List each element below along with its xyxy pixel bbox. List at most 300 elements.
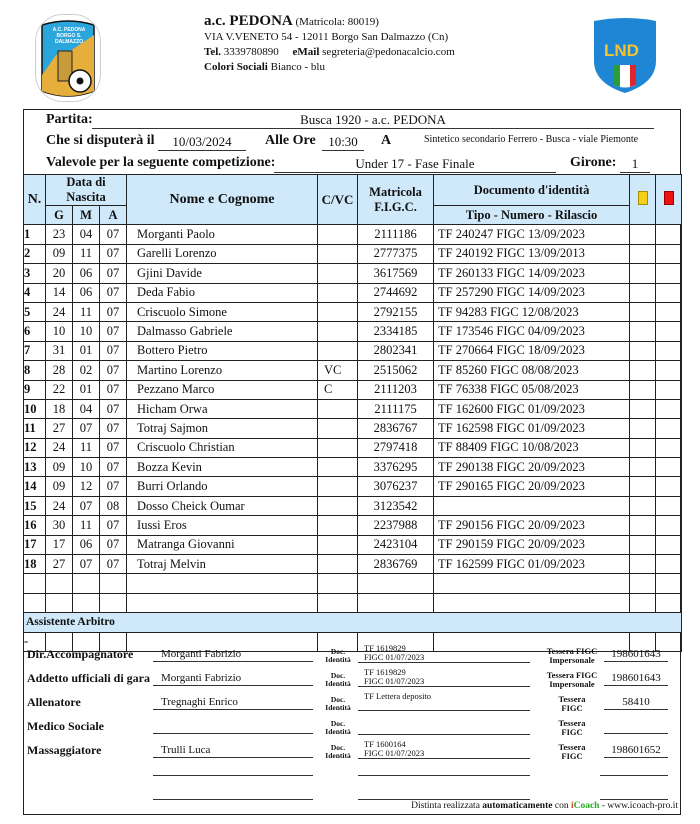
red-card-cell (656, 380, 682, 399)
staff-name: Trulli Luca (153, 743, 313, 758)
tessera-label-1: Tessera FIGC (546, 646, 598, 656)
doc-label-2: Identità (325, 703, 351, 712)
staff-role: Allenatore (27, 695, 81, 709)
staff-doc-line-2: FIGC 01/07/2023 (364, 676, 425, 686)
player-row (24, 264, 682, 283)
player-row (24, 244, 682, 263)
player-row (24, 516, 682, 535)
staff-name: Tregnaghi Enrico (153, 695, 313, 710)
doc-label (322, 696, 354, 712)
player-row (24, 302, 682, 321)
tessera-value (604, 719, 668, 734)
blank-line (600, 774, 668, 776)
birth-day: 18 (46, 399, 73, 418)
tessera-label-2: Impersonale (549, 655, 595, 665)
red-card-cell (656, 516, 682, 535)
footer-con: con (554, 801, 569, 811)
player-number: 12 (24, 438, 46, 457)
staff-doc-line-1: TF Lettera deposito (364, 691, 432, 701)
col-m: M (73, 206, 100, 225)
player-number: 13 (24, 458, 46, 477)
player-name: Criscuolo Simone (127, 302, 318, 321)
player-document: TF 260133 FIGC 14/09/2023 (434, 264, 630, 283)
birth-year: 07 (100, 438, 127, 457)
captain-mark (318, 283, 358, 302)
yellow-card-cell (630, 477, 656, 496)
tessera-label-2: FIGC (561, 751, 583, 761)
birth-year: 07 (100, 477, 127, 496)
staff-doc-line-1: TF 1619829 (364, 643, 406, 653)
club-name: a.c. PEDONA (204, 13, 293, 29)
player-document: TF 257290 FIGC 14/09/2023 (434, 283, 630, 302)
girone-value: 1 (620, 156, 650, 173)
birth-year: 07 (100, 225, 127, 244)
red-card-cell (656, 341, 682, 360)
staff-name (153, 719, 313, 734)
red-card-cell (656, 302, 682, 321)
doc-label-1: Doc. (330, 743, 346, 752)
player-name: Totraj Melvin (127, 555, 318, 574)
staff-document (358, 668, 530, 687)
player-matricola: 2111203 (358, 380, 434, 399)
competition-value: Under 17 - Fase Finale (274, 156, 556, 173)
club-logo (35, 14, 101, 102)
player-name: Martino Lorenzo (127, 361, 318, 380)
yellow-card-cell (630, 283, 656, 302)
player-name: Totraj Sajmon (127, 419, 318, 438)
birth-month: 02 (73, 361, 100, 380)
player-row (24, 438, 682, 457)
birth-year: 07 (100, 535, 127, 554)
player-row (24, 496, 682, 515)
venue-value: Sintetico secondario Ferrero - Busca - viale Piemonte (424, 134, 639, 145)
birth-day: 17 (46, 535, 73, 554)
staff-name: Morganti Fabrizio (153, 671, 313, 686)
player-number: 9 (24, 380, 46, 399)
brand-coach: Coach (573, 801, 600, 811)
doc-label-2: Identità (325, 727, 351, 736)
birth-month: 06 (73, 264, 100, 283)
player-matricola: 2792155 (358, 302, 434, 321)
tessera-value: 198601652 (604, 743, 668, 758)
tessera-label-1: Tessera FIGC (546, 670, 598, 680)
captain-mark (318, 264, 358, 283)
captain-mark (318, 496, 358, 515)
col-a: A (100, 206, 127, 225)
birth-month: 12 (73, 477, 100, 496)
yellow-card-cell (630, 380, 656, 399)
player-name: Dosso Cheick Oumar (127, 496, 318, 515)
birth-year: 07 (100, 341, 127, 360)
player-name: Criscuolo Christian (127, 438, 318, 457)
player-number: 11 (24, 419, 46, 438)
player-rows (24, 225, 682, 574)
birth-day: 14 (46, 283, 73, 302)
birth-month: 11 (73, 516, 100, 535)
player-name: Gjini Davide (127, 264, 318, 283)
col-birth: Data di Nascita (46, 175, 127, 206)
player-document: TF 85260 FIGC 08/08/2023 (434, 361, 630, 380)
red-card-cell (656, 322, 682, 341)
players-table (23, 174, 682, 652)
birth-month: 11 (73, 438, 100, 457)
player-matricola: 2111175 (358, 399, 434, 418)
birth-day: 24 (46, 302, 73, 321)
birth-day: 09 (46, 458, 73, 477)
yellow-card-cell (630, 399, 656, 418)
tessera-label (540, 647, 604, 665)
yellow-card-cell (630, 322, 656, 341)
player-name: Deda Fabio (127, 283, 318, 302)
doc-label-2: Identità (325, 655, 351, 664)
doc-label-2: Identità (325, 679, 351, 688)
player-matricola: 2777375 (358, 244, 434, 263)
birth-month: 10 (73, 458, 100, 477)
birth-month: 06 (73, 535, 100, 554)
birth-day: 24 (46, 496, 73, 515)
player-document: TF 94283 FIGC 12/08/2023 (434, 302, 630, 321)
empty-row (24, 593, 682, 612)
club-info (204, 14, 455, 75)
doc-label-1: Doc. (330, 695, 346, 704)
captain-mark (318, 535, 358, 554)
lnd-logo (590, 15, 660, 95)
birth-day: 09 (46, 244, 73, 263)
birth-day: 30 (46, 516, 73, 535)
player-name: Burri Orlando (127, 477, 318, 496)
player-matricola: 3376295 (358, 458, 434, 477)
red-card-cell (656, 244, 682, 263)
player-row (24, 283, 682, 302)
player-row (24, 225, 682, 244)
player-number: 7 (24, 341, 46, 360)
player-row (24, 399, 682, 418)
tessera-label-2: Impersonale (549, 679, 595, 689)
doc-label-2: Identità (325, 751, 351, 760)
player-name: Dalmasso Gabriele (127, 322, 318, 341)
player-number: 10 (24, 399, 46, 418)
red-card-cell (656, 555, 682, 574)
player-document: TF 173546 FIGC 04/09/2023 (434, 322, 630, 341)
yellow-card-cell (630, 264, 656, 283)
competition-label: Valevole per la seguente competizione: (46, 155, 276, 170)
player-document: TF 162599 FIGC 01/09/2023 (434, 555, 630, 574)
player-number: 5 (24, 302, 46, 321)
staff-role: Massaggiatore (27, 743, 102, 757)
birth-year: 07 (100, 458, 127, 477)
club-logo-text: A.C. PEDONA BORGO S. DALMAZZO (52, 27, 86, 45)
player-document: TF 240247 FIGC 13/09/2023 (434, 225, 630, 244)
player-document: TF 290138 FIGC 20/09/2023 (434, 458, 630, 477)
blank-line (358, 798, 530, 800)
player-name: Pezzano Marco (127, 380, 318, 399)
red-card-cell (656, 458, 682, 477)
player-name: Bozza Kevin (127, 458, 318, 477)
player-number: 17 (24, 535, 46, 554)
player-row (24, 361, 682, 380)
doc-label-1: Doc. (330, 647, 346, 656)
player-name: Matranga Giovanni (127, 535, 318, 554)
player-matricola: 2423104 (358, 535, 434, 554)
captain-mark: VC (318, 361, 358, 380)
player-number: 15 (24, 496, 46, 515)
player-document: TF 270664 FIGC 18/09/2023 (434, 341, 630, 360)
yellow-card-cell (630, 302, 656, 321)
birth-year: 07 (100, 283, 127, 302)
player-number: 18 (24, 555, 46, 574)
player-row (24, 341, 682, 360)
player-number: 1 (24, 225, 46, 244)
player-matricola: 2797418 (358, 438, 434, 457)
footer-credit (411, 801, 678, 811)
blank-line (358, 774, 530, 776)
player-document: TF 290156 FIGC 20/09/2023 (434, 516, 630, 535)
birth-day: 27 (46, 555, 73, 574)
player-number: 16 (24, 516, 46, 535)
red-card-cell (656, 361, 682, 380)
captain-mark (318, 225, 358, 244)
tessera-label-1: Tessera (558, 742, 586, 752)
birth-year: 07 (100, 399, 127, 418)
player-matricola: 3076237 (358, 477, 434, 496)
red-card-cell (656, 399, 682, 418)
blank-line (600, 798, 668, 800)
yellow-card-cell (630, 496, 656, 515)
captain-mark (318, 302, 358, 321)
captain-mark (318, 438, 358, 457)
club-tel: 3339780890 (223, 46, 279, 58)
yellow-card-cell (630, 361, 656, 380)
col-matricola-label: Matricola (369, 184, 422, 199)
club-matricola: (Matricola: 80019) (295, 16, 379, 28)
col-num: N. (24, 175, 46, 225)
red-card-cell (656, 535, 682, 554)
birth-day: 10 (46, 322, 73, 341)
tessera-label (540, 743, 604, 761)
birth-day: 09 (46, 477, 73, 496)
assistant-row-mark: - (24, 632, 46, 651)
col-cvc: C/VC (318, 175, 358, 225)
birth-month: 01 (73, 341, 100, 360)
col-red-card (656, 175, 682, 225)
lnd-logo-text: LND (604, 41, 639, 60)
footer-url[interactable]: - www.icoach-pro.it (601, 801, 678, 811)
tessera-label-2: FIGC (561, 703, 583, 713)
tessera-label (540, 671, 604, 689)
red-card-cell (656, 225, 682, 244)
birth-year: 07 (100, 244, 127, 263)
red-card-cell (656, 438, 682, 457)
birth-day: 20 (46, 264, 73, 283)
birth-year: 07 (100, 322, 127, 341)
email-label: eMail (292, 46, 320, 58)
staff-doc-line-1: TF 1619829 (364, 667, 406, 677)
doc-label (322, 648, 354, 664)
captain-mark (318, 516, 358, 535)
player-row (24, 458, 682, 477)
player-document: TF 88409 FIGC 10/08/2023 (434, 438, 630, 457)
birth-month: 10 (73, 322, 100, 341)
player-document: TF 162600 FIGC 01/09/2023 (434, 399, 630, 418)
col-g: G (46, 206, 73, 225)
colors-label: Colori Sociali (204, 61, 268, 73)
birth-month: 04 (73, 225, 100, 244)
tessera-value: 198601643 (604, 647, 668, 662)
player-matricola: 2111186 (358, 225, 434, 244)
partita-value: Busca 1920 - a.c. PEDONA (92, 112, 654, 129)
col-yellow-card (630, 175, 656, 225)
staff-doc-line-1: TF 1600164 (364, 739, 406, 749)
birth-month: 01 (73, 380, 100, 399)
yellow-card-cell (630, 458, 656, 477)
brand-i: i (570, 801, 574, 811)
player-document: TF 290165 FIGC 20/09/2023 (434, 477, 630, 496)
col-matricola (358, 175, 434, 225)
club-address: VIA V.VENETO 54 - 12011 Borgo San Dalmazzo (Cn) (204, 31, 449, 43)
birth-year: 07 (100, 302, 127, 321)
birth-day: 27 (46, 419, 73, 438)
captain-mark (318, 477, 358, 496)
birth-day: 28 (46, 361, 73, 380)
staff-document (358, 740, 530, 759)
birth-month: 04 (73, 399, 100, 418)
yellow-card-cell (630, 438, 656, 457)
yellow-card-cell (630, 555, 656, 574)
club-email: segreteria@pedonacalcio.com (322, 46, 455, 58)
birth-month: 07 (73, 496, 100, 515)
player-number: 6 (24, 322, 46, 341)
player-row (24, 555, 682, 574)
player-row (24, 419, 682, 438)
birth-month: 07 (73, 419, 100, 438)
player-number: 3 (24, 264, 46, 283)
blank-line (153, 798, 313, 800)
col-doc-sub: Tipo - Numero - Rilascio (434, 206, 630, 225)
empty-row (24, 574, 682, 593)
staff-doc-line-2: FIGC 01/07/2023 (364, 652, 425, 662)
birth-day: 24 (46, 438, 73, 457)
player-matricola: 2836769 (358, 555, 434, 574)
tel-label: Tel. (204, 46, 222, 58)
captain-mark (318, 419, 358, 438)
player-document: TF 290159 FIGC 20/09/2023 (434, 535, 630, 554)
at-label: A (381, 133, 392, 148)
birth-year: 07 (100, 361, 127, 380)
girone-label: Girone: (570, 155, 617, 170)
birth-day: 23 (46, 225, 73, 244)
tessera-label-1: Tessera (558, 694, 586, 704)
player-document (434, 496, 630, 515)
yellow-card-cell (630, 225, 656, 244)
player-matricola: 2836767 (358, 419, 434, 438)
player-number: 8 (24, 361, 46, 380)
doc-label (322, 744, 354, 760)
tessera-label (540, 719, 604, 737)
player-row (24, 477, 682, 496)
red-card-cell (656, 419, 682, 438)
doc-label (322, 672, 354, 688)
staff-document (358, 692, 530, 711)
tessera-value: 58410 (604, 695, 668, 710)
birth-month: 11 (73, 302, 100, 321)
player-document: TF 162598 FIGC 01/09/2023 (434, 419, 630, 438)
birth-month: 07 (73, 555, 100, 574)
captain-mark (318, 244, 358, 263)
table-header-row (24, 175, 682, 206)
red-card-cell (656, 477, 682, 496)
club-colors: Bianco - blu (270, 61, 325, 73)
captain-mark (318, 555, 358, 574)
player-matricola: 2334185 (358, 322, 434, 341)
birth-year: 07 (100, 380, 127, 399)
tessera-label-2: FIGC (561, 727, 583, 737)
player-matricola: 2802341 (358, 341, 434, 360)
tessera-value: 198601643 (604, 671, 668, 686)
birth-year: 07 (100, 419, 127, 438)
player-document: TF 240192 FIGC 13/09/2013 (434, 244, 630, 263)
player-matricola: 2237988 (358, 516, 434, 535)
captain-mark (318, 458, 358, 477)
captain-mark: C (318, 380, 358, 399)
birth-day: 31 (46, 341, 73, 360)
player-matricola: 3617569 (358, 264, 434, 283)
yellow-card-cell (630, 516, 656, 535)
birth-month: 11 (73, 244, 100, 263)
player-name: Hicham Orwa (127, 399, 318, 418)
assistant-section-row (24, 613, 682, 632)
player-document: TF 76338 FIGC 05/08/2023 (434, 380, 630, 399)
player-number: 14 (24, 477, 46, 496)
assistant-section-label: Assistente Arbitro (24, 613, 682, 632)
player-number: 2 (24, 244, 46, 263)
col-figc-label: F.I.G.C. (374, 199, 417, 214)
yellow-card-cell (630, 535, 656, 554)
player-matricola: 2744692 (358, 283, 434, 302)
col-name: Nome e Cognome (127, 175, 318, 225)
player-row (24, 380, 682, 399)
player-number: 4 (24, 283, 46, 302)
staff-doc-line-2: FIGC 01/07/2023 (364, 748, 425, 758)
col-doc: Documento d'identità (434, 175, 630, 206)
staff-role: Dir.Accompagnatore (27, 647, 134, 661)
doc-label (322, 720, 354, 736)
birth-year: 08 (100, 496, 127, 515)
player-name: Bottero Pietro (127, 341, 318, 360)
player-row (24, 535, 682, 554)
captain-mark (318, 322, 358, 341)
birth-month: 06 (73, 283, 100, 302)
date-value: 10/03/2024 (158, 134, 246, 151)
yellow-card-cell (630, 341, 656, 360)
captain-mark (318, 341, 358, 360)
doc-label-1: Doc. (330, 719, 346, 728)
yellow-card-cell (630, 419, 656, 438)
time-label: Alle Ore (265, 133, 316, 148)
date-label: Che si disputerà il (46, 133, 155, 148)
red-card-cell (656, 283, 682, 302)
birth-day: 22 (46, 380, 73, 399)
yellow-card-icon (638, 191, 648, 205)
tessera-label-1: Tessera (558, 718, 586, 728)
birth-year: 07 (100, 555, 127, 574)
player-name: Iussi Eros (127, 516, 318, 535)
staff-role: Medico Sociale (27, 719, 104, 733)
tessera-label (540, 695, 604, 713)
footer-prefix: Distinta realizzata (411, 801, 480, 811)
player-name: Morganti Paolo (127, 225, 318, 244)
player-matricola: 2515062 (358, 361, 434, 380)
yellow-card-cell (630, 244, 656, 263)
